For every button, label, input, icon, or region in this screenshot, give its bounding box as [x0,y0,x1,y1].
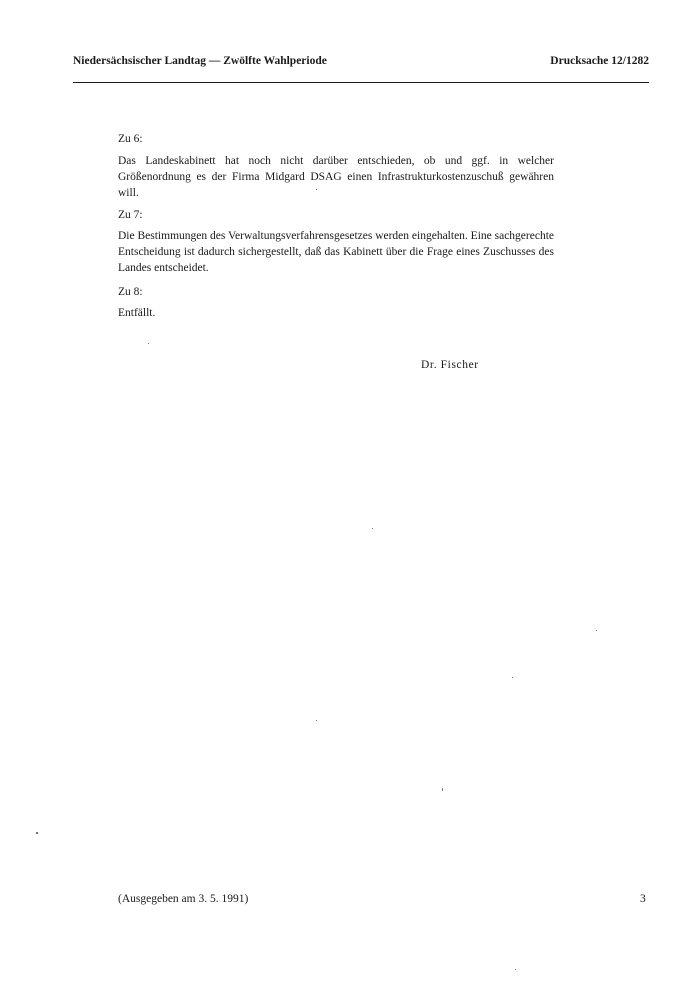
header-rule [73,82,649,83]
item-text-8: Entfällt. [118,307,156,319]
page-header [73,55,649,75]
scan-speck [515,969,516,970]
scan-speck [596,630,597,631]
page-number: 3 [640,893,646,905]
signature: Dr. Fischer [421,359,479,371]
item-heading-8: Zu 8: [118,286,143,298]
scan-speck [372,528,373,529]
item-text-7: Die Bestimmungen des Verwaltungsverfahrensgesetzes werden eingehalten. Eine sachgerechte Entscheidung ist dadurch sichergestellt, daß das Kabinett über die Frage eines Zuschusses des Landes entscheidet. [118,230,554,274]
item-heading-6: Zu 6: [118,133,143,145]
scan-speck [36,832,38,834]
scan-speck [148,343,149,344]
scan-speck [442,788,443,791]
scan-speck [512,677,513,678]
issue-date: (Ausgegeben am 3. 5. 1991) [118,893,249,905]
scan-speck [316,720,317,721]
parliament-title: Niedersächsischer Landtag — Zwölfte Wahlperiode [73,55,327,67]
item-heading-7: Zu 7: [118,209,143,221]
item-text-6: Das Landeskabinett hat noch nicht darüber entschieden, ob und ggf. in welcher Größenordnung es der Firma Midgard DSAG einen Infrastrukturkostenzuschuß gewähren will. [118,155,554,199]
scan-speck [316,189,317,190]
document-number: Drucksache 12/1282 [550,55,649,67]
